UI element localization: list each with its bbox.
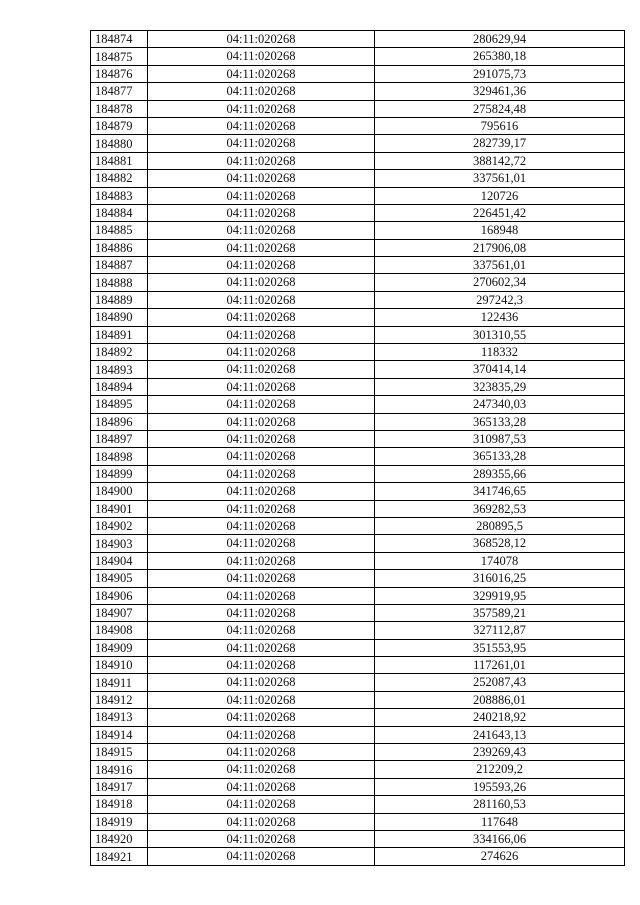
row-id-cell: 184901	[91, 500, 148, 517]
value-cell: 247340,03	[375, 396, 625, 413]
code-cell: 04:11:020268	[148, 848, 375, 865]
table-row	[91, 552, 625, 569]
row-id-cell: 184915	[91, 744, 148, 761]
code-cell: 04:11:020268	[148, 448, 375, 465]
value-cell: 280895,5	[375, 517, 625, 534]
value-cell: 281160,53	[375, 796, 625, 813]
value-cell: 369282,53	[375, 500, 625, 517]
table-row	[91, 622, 625, 639]
value-cell: 368528,12	[375, 535, 625, 552]
value-cell: 239269,43	[375, 744, 625, 761]
table-row	[91, 239, 625, 256]
value-cell: 168948	[375, 222, 625, 239]
table-row	[91, 100, 625, 117]
value-cell: 291075,73	[375, 65, 625, 82]
table-row	[91, 378, 625, 395]
row-id-cell: 184912	[91, 691, 148, 708]
value-cell: 117261,01	[375, 657, 625, 674]
value-cell: 252087,43	[375, 674, 625, 691]
value-cell: 270602,34	[375, 274, 625, 291]
row-id-cell: 184896	[91, 413, 148, 430]
row-id-cell: 184910	[91, 657, 148, 674]
table-row	[91, 170, 625, 187]
code-cell: 04:11:020268	[148, 500, 375, 517]
table-row	[91, 31, 625, 48]
table-row	[91, 83, 625, 100]
value-cell: 289355,66	[375, 465, 625, 482]
row-id-cell: 184914	[91, 726, 148, 743]
value-cell: 329919,95	[375, 587, 625, 604]
code-cell: 04:11:020268	[148, 170, 375, 187]
code-cell: 04:11:020268	[148, 100, 375, 117]
code-cell: 04:11:020268	[148, 535, 375, 552]
table-row	[91, 639, 625, 656]
code-cell: 04:11:020268	[148, 135, 375, 152]
code-cell: 04:11:020268	[148, 483, 375, 500]
code-cell: 04:11:020268	[148, 622, 375, 639]
row-id-cell: 184894	[91, 378, 148, 395]
table-row	[91, 796, 625, 813]
code-cell: 04:11:020268	[148, 552, 375, 569]
row-id-cell: 184889	[91, 291, 148, 308]
code-cell: 04:11:020268	[148, 117, 375, 134]
code-cell: 04:11:020268	[148, 465, 375, 482]
row-id-cell: 184899	[91, 465, 148, 482]
table-row	[91, 448, 625, 465]
table-row	[91, 187, 625, 204]
table-row	[91, 657, 625, 674]
row-id-cell: 184897	[91, 430, 148, 447]
row-id-cell: 184878	[91, 100, 148, 117]
row-id-cell: 184911	[91, 674, 148, 691]
value-cell: 212209,2	[375, 761, 625, 778]
value-cell: 275824,48	[375, 100, 625, 117]
value-cell: 217906,08	[375, 239, 625, 256]
row-id-cell: 184921	[91, 848, 148, 865]
table-row	[91, 152, 625, 169]
value-cell: 265380,18	[375, 48, 625, 65]
code-cell: 04:11:020268	[148, 309, 375, 326]
row-id-cell: 184909	[91, 639, 148, 656]
row-id-cell: 184903	[91, 535, 148, 552]
value-cell: 120726	[375, 187, 625, 204]
code-cell: 04:11:020268	[148, 657, 375, 674]
row-id-cell: 184885	[91, 222, 148, 239]
table-row	[91, 361, 625, 378]
value-cell: 122436	[375, 309, 625, 326]
code-cell: 04:11:020268	[148, 570, 375, 587]
code-cell: 04:11:020268	[148, 222, 375, 239]
row-id-cell: 184891	[91, 326, 148, 343]
row-id-cell: 184904	[91, 552, 148, 569]
table-row	[91, 344, 625, 361]
code-cell: 04:11:020268	[148, 291, 375, 308]
value-cell: 240218,92	[375, 709, 625, 726]
table-body	[91, 31, 625, 866]
value-cell: 241643,13	[375, 726, 625, 743]
data-table	[90, 30, 625, 866]
table-row	[91, 587, 625, 604]
value-cell: 118332	[375, 344, 625, 361]
table-row	[91, 222, 625, 239]
value-cell: 329461,36	[375, 83, 625, 100]
table-row	[91, 483, 625, 500]
row-id-cell: 184882	[91, 170, 148, 187]
row-id-cell: 184906	[91, 587, 148, 604]
table-row	[91, 535, 625, 552]
code-cell: 04:11:020268	[148, 274, 375, 291]
table-row	[91, 396, 625, 413]
code-cell: 04:11:020268	[148, 430, 375, 447]
table-row	[91, 274, 625, 291]
row-id-cell: 184892	[91, 344, 148, 361]
row-id-cell: 184886	[91, 239, 148, 256]
value-cell: 795616	[375, 117, 625, 134]
value-cell: 357589,21	[375, 604, 625, 621]
code-cell: 04:11:020268	[148, 778, 375, 795]
row-id-cell: 184884	[91, 204, 148, 221]
code-cell: 04:11:020268	[148, 761, 375, 778]
row-id-cell: 184919	[91, 813, 148, 830]
code-cell: 04:11:020268	[148, 813, 375, 830]
row-id-cell: 184874	[91, 31, 148, 48]
value-cell: 316016,25	[375, 570, 625, 587]
code-cell: 04:11:020268	[148, 830, 375, 847]
row-id-cell: 184876	[91, 65, 148, 82]
value-cell: 297242,3	[375, 291, 625, 308]
code-cell: 04:11:020268	[148, 517, 375, 534]
value-cell: 174078	[375, 552, 625, 569]
table-row	[91, 204, 625, 221]
row-id-cell: 184893	[91, 361, 148, 378]
table-row	[91, 674, 625, 691]
code-cell: 04:11:020268	[148, 726, 375, 743]
code-cell: 04:11:020268	[148, 587, 375, 604]
value-cell: 334166,06	[375, 830, 625, 847]
table-row	[91, 604, 625, 621]
table-row	[91, 430, 625, 447]
value-cell: 195593,26	[375, 778, 625, 795]
code-cell: 04:11:020268	[148, 361, 375, 378]
row-id-cell: 184905	[91, 570, 148, 587]
code-cell: 04:11:020268	[148, 378, 375, 395]
value-cell: 280629,94	[375, 31, 625, 48]
table-row	[91, 830, 625, 847]
code-cell: 04:11:020268	[148, 31, 375, 48]
code-cell: 04:11:020268	[148, 413, 375, 430]
value-cell: 341746,65	[375, 483, 625, 500]
row-id-cell: 184877	[91, 83, 148, 100]
code-cell: 04:11:020268	[148, 204, 375, 221]
code-cell: 04:11:020268	[148, 796, 375, 813]
table-row	[91, 48, 625, 65]
table-row	[91, 570, 625, 587]
table-row	[91, 413, 625, 430]
value-cell: 365133,28	[375, 413, 625, 430]
table-row	[91, 709, 625, 726]
value-cell: 337561,01	[375, 257, 625, 274]
row-id-cell: 184900	[91, 483, 148, 500]
table-row	[91, 848, 625, 865]
row-id-cell: 184918	[91, 796, 148, 813]
row-id-cell: 184881	[91, 152, 148, 169]
table-row	[91, 813, 625, 830]
code-cell: 04:11:020268	[148, 604, 375, 621]
value-cell: 337561,01	[375, 170, 625, 187]
table-row	[91, 291, 625, 308]
row-id-cell: 184916	[91, 761, 148, 778]
code-cell: 04:11:020268	[148, 48, 375, 65]
table-row	[91, 726, 625, 743]
table-row	[91, 691, 625, 708]
table-row	[91, 326, 625, 343]
value-cell: 370414,14	[375, 361, 625, 378]
code-cell: 04:11:020268	[148, 744, 375, 761]
value-cell: 323835,29	[375, 378, 625, 395]
table-row	[91, 135, 625, 152]
row-id-cell: 184917	[91, 778, 148, 795]
code-cell: 04:11:020268	[148, 187, 375, 204]
code-cell: 04:11:020268	[148, 152, 375, 169]
row-id-cell: 184890	[91, 309, 148, 326]
code-cell: 04:11:020268	[148, 674, 375, 691]
row-id-cell: 184913	[91, 709, 148, 726]
table-row	[91, 465, 625, 482]
value-cell: 117648	[375, 813, 625, 830]
code-cell: 04:11:020268	[148, 639, 375, 656]
table-row	[91, 257, 625, 274]
value-cell: 274626	[375, 848, 625, 865]
value-cell: 388142,72	[375, 152, 625, 169]
row-id-cell: 184887	[91, 257, 148, 274]
table-row	[91, 744, 625, 761]
value-cell: 365133,28	[375, 448, 625, 465]
value-cell: 351553,95	[375, 639, 625, 656]
table-row	[91, 117, 625, 134]
row-id-cell: 184879	[91, 117, 148, 134]
row-id-cell: 184902	[91, 517, 148, 534]
table-row	[91, 500, 625, 517]
value-cell: 310987,53	[375, 430, 625, 447]
value-cell: 327112,87	[375, 622, 625, 639]
table-row	[91, 778, 625, 795]
row-id-cell: 184883	[91, 187, 148, 204]
row-id-cell: 184895	[91, 396, 148, 413]
value-cell: 208886,01	[375, 691, 625, 708]
code-cell: 04:11:020268	[148, 65, 375, 82]
row-id-cell: 184875	[91, 48, 148, 65]
code-cell: 04:11:020268	[148, 396, 375, 413]
table-row	[91, 309, 625, 326]
row-id-cell: 184898	[91, 448, 148, 465]
row-id-cell: 184888	[91, 274, 148, 291]
row-id-cell: 184880	[91, 135, 148, 152]
value-cell: 226451,42	[375, 204, 625, 221]
code-cell: 04:11:020268	[148, 344, 375, 361]
row-id-cell: 184908	[91, 622, 148, 639]
row-id-cell: 184920	[91, 830, 148, 847]
code-cell: 04:11:020268	[148, 257, 375, 274]
row-id-cell: 184907	[91, 604, 148, 621]
code-cell: 04:11:020268	[148, 709, 375, 726]
code-cell: 04:11:020268	[148, 326, 375, 343]
code-cell: 04:11:020268	[148, 239, 375, 256]
table-row	[91, 65, 625, 82]
code-cell: 04:11:020268	[148, 83, 375, 100]
table-row	[91, 517, 625, 534]
code-cell: 04:11:020268	[148, 691, 375, 708]
table-row	[91, 761, 625, 778]
value-cell: 282739,17	[375, 135, 625, 152]
value-cell: 301310,55	[375, 326, 625, 343]
